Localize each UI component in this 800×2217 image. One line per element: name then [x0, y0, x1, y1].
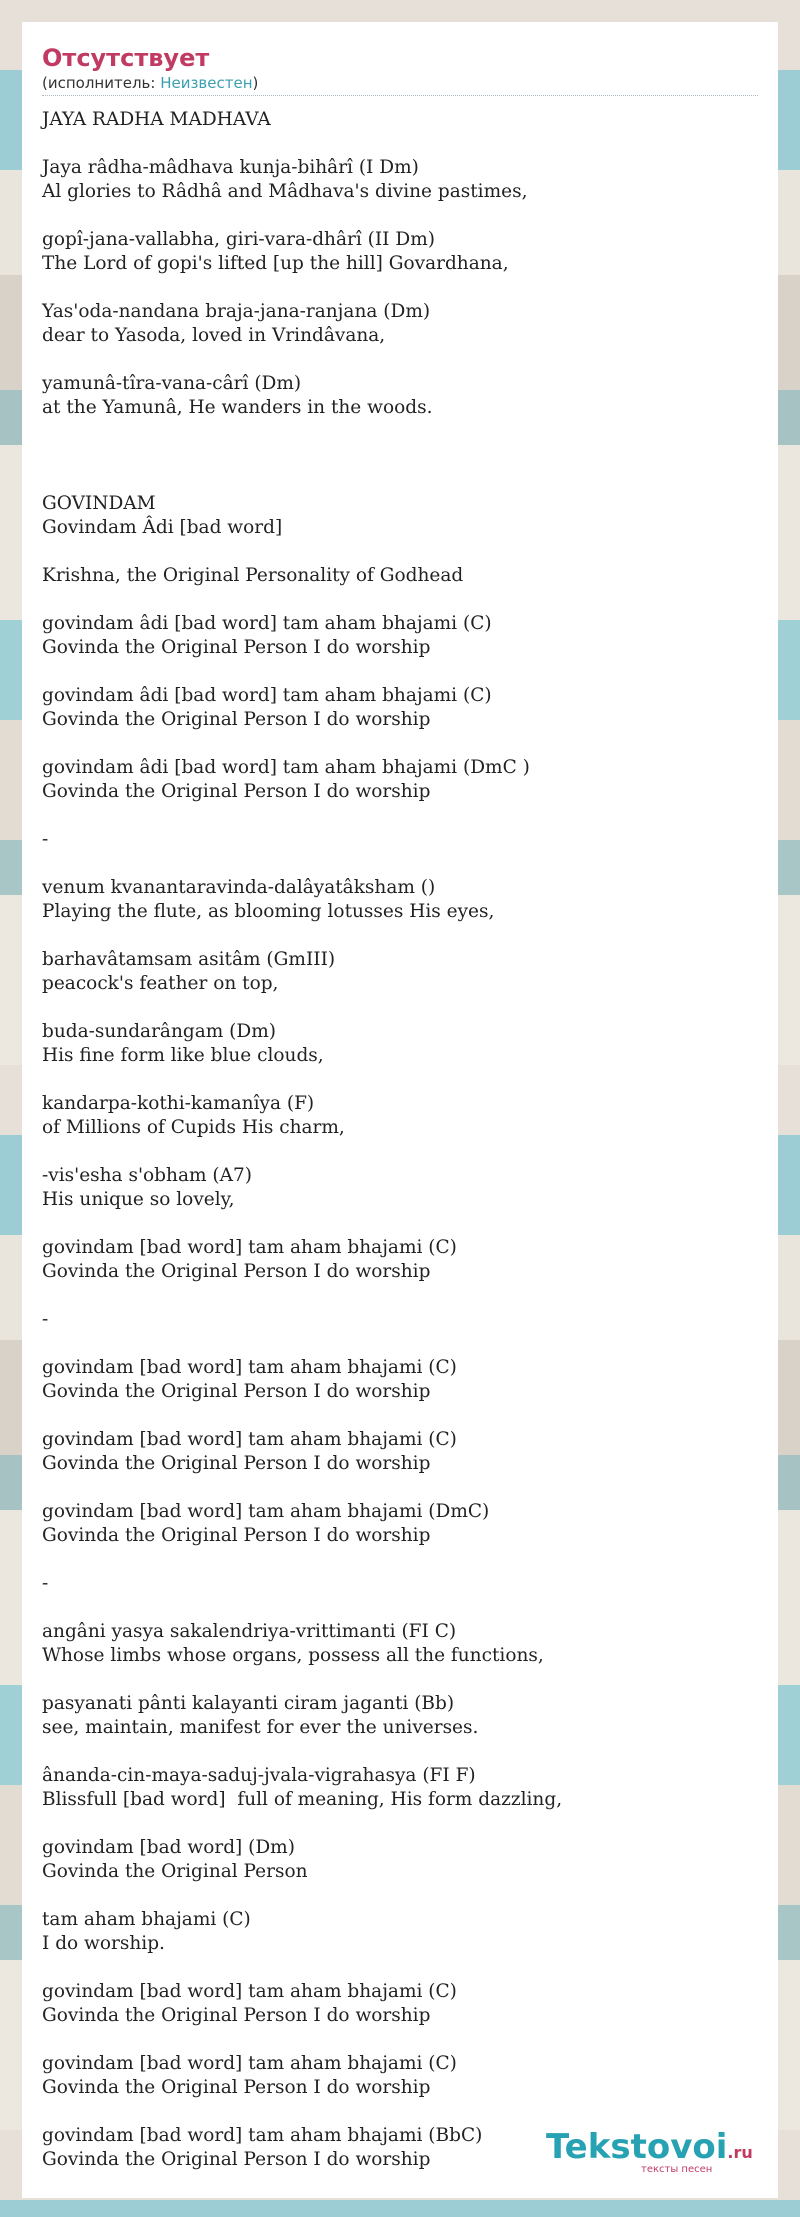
- lyric-line: Yas'oda-nandana braja-jana-ranjana (Dm): [42, 301, 431, 322]
- lyric-line: His unique so lovely,: [42, 1189, 235, 1210]
- lyric-line: govindam [bad word] (Dm): [42, 1837, 295, 1858]
- lyric-line: Govinda the Original Person I do worship: [42, 2149, 431, 2170]
- lyric-line: Govinda the Original Person I do worship: [42, 781, 431, 802]
- lyric-line: govindam âdi [bad word] tam aham bhajami (C): [42, 613, 492, 634]
- blank-line: [42, 1956, 758, 1980]
- lyric-line: govindam [bad word] tam aham bhajami (C): [42, 1981, 457, 2002]
- lyric-line: Govinda the Original Person I do worship: [42, 2077, 431, 2098]
- lyric-line: -: [42, 1573, 49, 1594]
- lyric-line: of Millions of Cupids His charm,: [42, 1117, 345, 1138]
- blank-line: [42, 1068, 758, 1092]
- blank-line: [42, 1812, 758, 1836]
- blank-line: [42, 2028, 758, 2052]
- lyric-line: Krishna, the Original Personality of Godhead: [42, 565, 464, 586]
- site-logo[interactable]: [546, 2128, 766, 2174]
- blank-line: [42, 660, 758, 684]
- blank-line: [42, 732, 758, 756]
- lyric-line: at the Yamunâ, He wanders in the woods.: [42, 397, 433, 418]
- artist-link[interactable]: Неизвестен: [160, 74, 253, 92]
- lyric-line: Govinda the Original Person I do worship: [42, 2005, 431, 2026]
- lyric-line: His fine form like blue clouds,: [42, 1045, 324, 1066]
- blank-line: [42, 348, 758, 372]
- lyric-line: govindam [bad word] tam aham bhajami (C): [42, 1237, 457, 1258]
- lyric-line: -: [42, 1309, 49, 1330]
- lyric-line: GOVINDAM: [42, 493, 156, 514]
- blank-line: [42, 420, 758, 444]
- blank-line: [42, 1740, 758, 1764]
- lyric-line: Al glories to Râdhâ and Mâdhava's divine pastimes,: [42, 181, 528, 202]
- blank-line: [42, 1404, 758, 1428]
- artist-prefix: (исполнитель:: [42, 74, 161, 92]
- lyric-line: Govinda the Original Person I do worship: [42, 1453, 431, 1474]
- logo-brand: Tekstovoi: [546, 2127, 728, 2167]
- lyric-line: gopî-jana-vallabha, giri-vara-dhârî (II Dm): [42, 229, 435, 250]
- blank-line: [42, 540, 758, 564]
- lyric-line: dear to Yasoda, loved in Vrindâvana,: [42, 325, 386, 346]
- lyric-line: tam aham bhajami (C): [42, 1909, 251, 1930]
- lyric-line: Govinda the Original Person I do worship: [42, 709, 431, 730]
- blank-line: [42, 852, 758, 876]
- blank-line: [42, 1332, 758, 1356]
- blank-line: [42, 1884, 758, 1908]
- blank-line: [42, 276, 758, 300]
- lyric-line: govindam [bad word] tam aham bhajami (C): [42, 2053, 457, 2074]
- logo-tagline: тексты песен: [641, 2164, 713, 2175]
- blank-line: [42, 2100, 758, 2124]
- lyric-line: govindam [bad word] tam aham bhajami (C): [42, 1429, 457, 1450]
- lyric-line: yamunâ-tîra-vana-cârî (Dm): [42, 373, 302, 394]
- lyric-line: pasyanati pânti kalayanti ciram jaganti (Bb): [42, 1693, 455, 1714]
- blank-line: [42, 588, 758, 612]
- lyric-line: Blissfull [bad word] full of meaning, His form dazzling,: [42, 1789, 563, 1810]
- blank-line: [42, 204, 758, 228]
- lyric-line: govindam [bad word] tam aham bhajami (C): [42, 1357, 457, 1378]
- lyric-line: govindam âdi [bad word] tam aham bhajami (DmC ): [42, 757, 530, 778]
- artist-suffix: ): [252, 74, 259, 92]
- blank-line: [42, 1476, 758, 1500]
- lyrics-card: [22, 22, 778, 2198]
- lyric-line: Whose limbs whose organs, possess all the functions,: [42, 1645, 544, 1666]
- artist-line: [42, 74, 758, 96]
- blank-line: [42, 804, 758, 828]
- lyric-line: angâni yasya sakalendriya-vrittimanti (FI C): [42, 1621, 457, 1642]
- lyric-line: govindam [bad word] tam aham bhajami (BbC): [42, 2125, 483, 2146]
- blank-line: [42, 1548, 758, 1572]
- lyric-line: -: [42, 829, 49, 850]
- lyric-line: The Lord of gopi's lifted [up the hill] Govardhana,: [42, 253, 509, 274]
- lyric-line: buda-sundarângam (Dm): [42, 1021, 276, 1042]
- lyric-line: ânanda-cin-maya-saduj-jvala-vigrahasya (FI F): [42, 1765, 476, 1786]
- lyric-line: Govinda the Original Person I do worship: [42, 637, 431, 658]
- blank-line: [42, 996, 758, 1020]
- lyric-line: govindam [bad word] tam aham bhajami (DmC): [42, 1501, 490, 1522]
- blank-line: [42, 468, 758, 492]
- blank-line: [42, 924, 758, 948]
- lyric-line: Govinda the Original Person I do worship: [42, 1261, 431, 1282]
- lyrics-body: [42, 108, 758, 2172]
- lyric-line: see, maintain, manifest for ever the universes.: [42, 1717, 479, 1738]
- lyric-line: Jaya râdha-mâdhava kunja-bihârî (I Dm): [42, 157, 419, 178]
- lyric-line: Govinda the Original Person I do worship: [42, 1525, 431, 1546]
- lyric-line: I do worship.: [42, 1933, 165, 1954]
- blank-line: [42, 1212, 758, 1236]
- logo-tld: .ru: [727, 2143, 753, 2162]
- song-title: Отсутствует: [42, 44, 210, 72]
- lyric-line: Playing the flute, as blooming lotusses His eyes,: [42, 901, 495, 922]
- lyric-line: barhavâtamsam asitâm (GmIII): [42, 949, 336, 970]
- lyric-line: venum kvanantaravinda-dalâyatâksham (): [42, 877, 436, 898]
- lyric-line: peacock's feather on top,: [42, 973, 279, 994]
- lyric-line: Govindam Âdi [bad word]: [42, 517, 283, 538]
- lyric-line: -vis'esha s'obham (A7): [42, 1165, 252, 1186]
- blank-line: [42, 1284, 758, 1308]
- blank-line: [42, 132, 758, 156]
- lyric-line: govindam âdi [bad word] tam aham bhajami (C): [42, 685, 492, 706]
- lyric-line: Govinda the Original Person: [42, 1861, 308, 1882]
- blank-line: [42, 1140, 758, 1164]
- lyric-line: JAYA RADHA MADHAVA: [42, 109, 271, 130]
- blank-line: [42, 444, 758, 468]
- blank-line: [42, 1596, 758, 1620]
- lyric-line: Govinda the Original Person I do worship: [42, 1381, 431, 1402]
- blank-line: [42, 1668, 758, 1692]
- lyric-line: kandarpa-kothi-kamanîya (F): [42, 1093, 315, 1114]
